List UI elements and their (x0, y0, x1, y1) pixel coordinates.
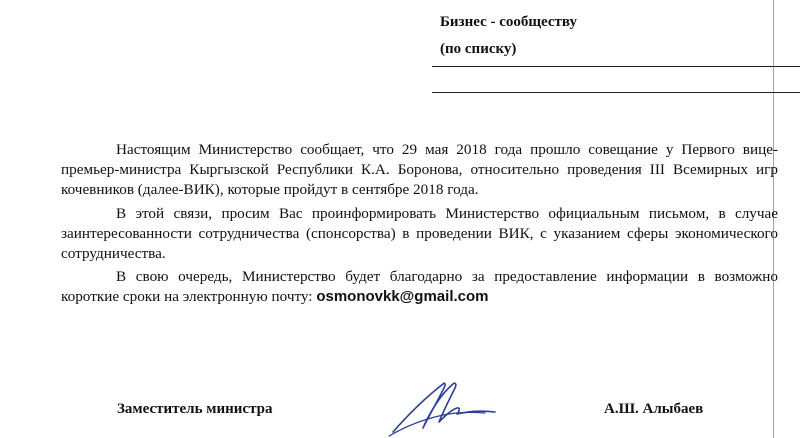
addressee-line: Бизнес - сообществу (440, 14, 577, 30)
signer-title: Заместитель министра (117, 401, 273, 417)
paragraph-contact-text: В свою очередь, Министерство будет благодарно за предоставление информации в возможно короткие сроки на электронную почту: (61, 268, 778, 306)
addressee-rule-bottom (432, 92, 800, 93)
paragraph-meeting: Настоящим Министерство сообщает, что 29 мая 2018 года прошло совещание у Первого вице-премьер-министра Кыргызской Республики К.А. Боронова, относительно проведения III Всемирных игр кочевников (далее-ВИК), которые пройдут в сентябре 2018 года. (61, 141, 778, 199)
paragraph-contact (61, 267, 778, 307)
paragraph-request: В этой связи, просим Вас проинформировать Министерство официальным письмом, в случае заинтересованности сотрудничества (спонсорства) в проведении ВИК, с указанием сферы экономического сотрудничества. (61, 204, 778, 263)
letter-body (61, 140, 778, 308)
addressee-rule-top (432, 66, 800, 67)
addressee-note: (по списку) (440, 41, 517, 57)
addressee-block (440, 9, 577, 63)
handwritten-signature (385, 376, 515, 438)
signer-name: А.Ш. Алыбаев (604, 401, 704, 417)
email-address[interactable]: osmonovkk@gmail.com (316, 288, 489, 306)
